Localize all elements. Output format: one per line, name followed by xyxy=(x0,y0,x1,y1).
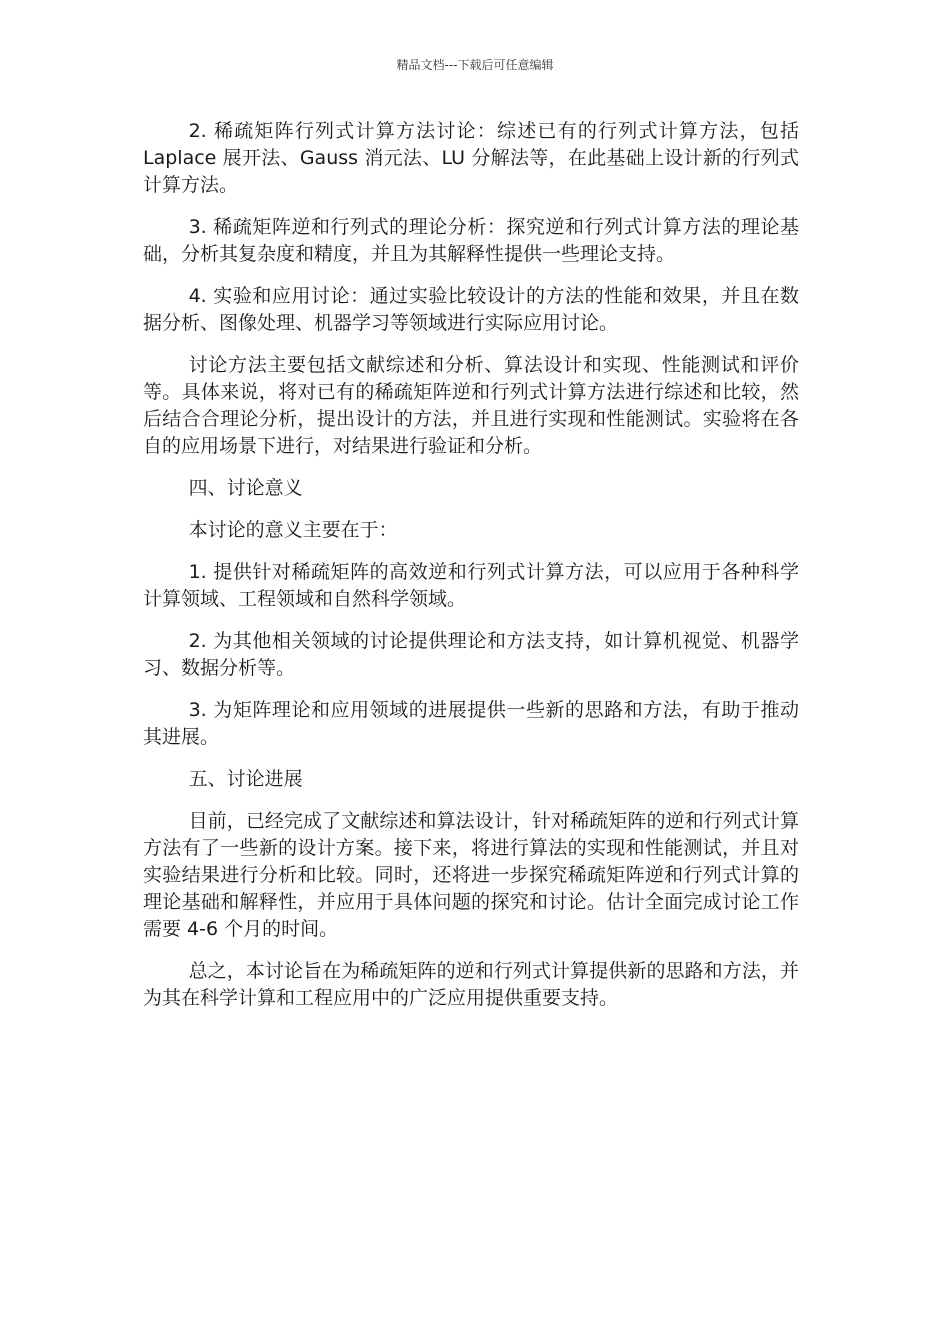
paragraph-significance-3: 3. 为矩阵理论和应用领域的进展提供一些新的思路和方法，有助于推动其进展。 xyxy=(143,699,799,748)
paragraph-progress: 目前，已经完成了文献综述和算法设计，针对稀疏矩阵的逆和行列式计算方法有了一些新的设计方案。接下来，将进行算法的实现和性能测试，并且对实验结果进行分析和比较。同时，还将进一步探究稀疏矩阵逆和行列式计算的理论基础和解释性，并应用于具体问题的探究和讨论。估计全面完成讨论工作需要 4-6 个月的时间。 xyxy=(143,810,799,940)
paragraph-item-2-determinant-methods: 2. 稀疏矩阵行列式计算方法讨论：综述已有的行列式计算方法，包括 Laplace 展开法、Gauss 消元法、LU 分解法等，在此基础上设计新的行列式计算方法。 xyxy=(143,120,799,196)
paragraph-significance-1: 1. 提供针对稀疏矩阵的高效逆和行列式计算方法，可以应用于各种科学计算领域、工程领域和自然科学领域。 xyxy=(143,561,799,610)
section-heading-progress: 五、讨论进展 xyxy=(188,768,303,790)
paragraph-significance-intro: 本讨论的意义主要在于： xyxy=(188,519,398,541)
paragraph-conclusion: 总之，本讨论旨在为稀疏矩阵的逆和行列式计算提供新的思路和方法，并为其在科学计算和工程应用中的广泛应用提供重要支持。 xyxy=(143,960,799,1009)
paragraph-significance-2: 2. 为其他相关领域的讨论提供理论和方法支持，如计算机视觉、机器学习、数据分析等。 xyxy=(143,630,799,679)
paragraph-item-3-theory-analysis: 3. 稀疏矩阵逆和行列式的理论分析：探究逆和行列式计算方法的理论基础，分析其复杂度和精度，并且为其解释性提供一些理论支持。 xyxy=(143,216,799,265)
section-heading-significance: 四、讨论意义 xyxy=(188,477,303,499)
page-header: 精品文档---下载后可任意编辑 xyxy=(396,58,554,72)
paragraph-research-methods: 讨论方法主要包括文献综述和分析、算法设计和实现、性能测试和评价等。具体来说，将对已有的稀疏矩阵逆和行列式计算方法进行综述和比较，然后结合合理论分析，提出设计的方法，并且进行实现和性能测试。实验将在各自的应用场景下进行，对结果进行验证和分析。 xyxy=(143,354,799,457)
paragraph-item-4-experiments: 4. 实验和应用讨论：通过实验比较设计的方法的性能和效果，并且在数据分析、图像处理、机器学习等领域进行实际应用讨论。 xyxy=(143,285,799,334)
document-body xyxy=(143,118,799,1027)
